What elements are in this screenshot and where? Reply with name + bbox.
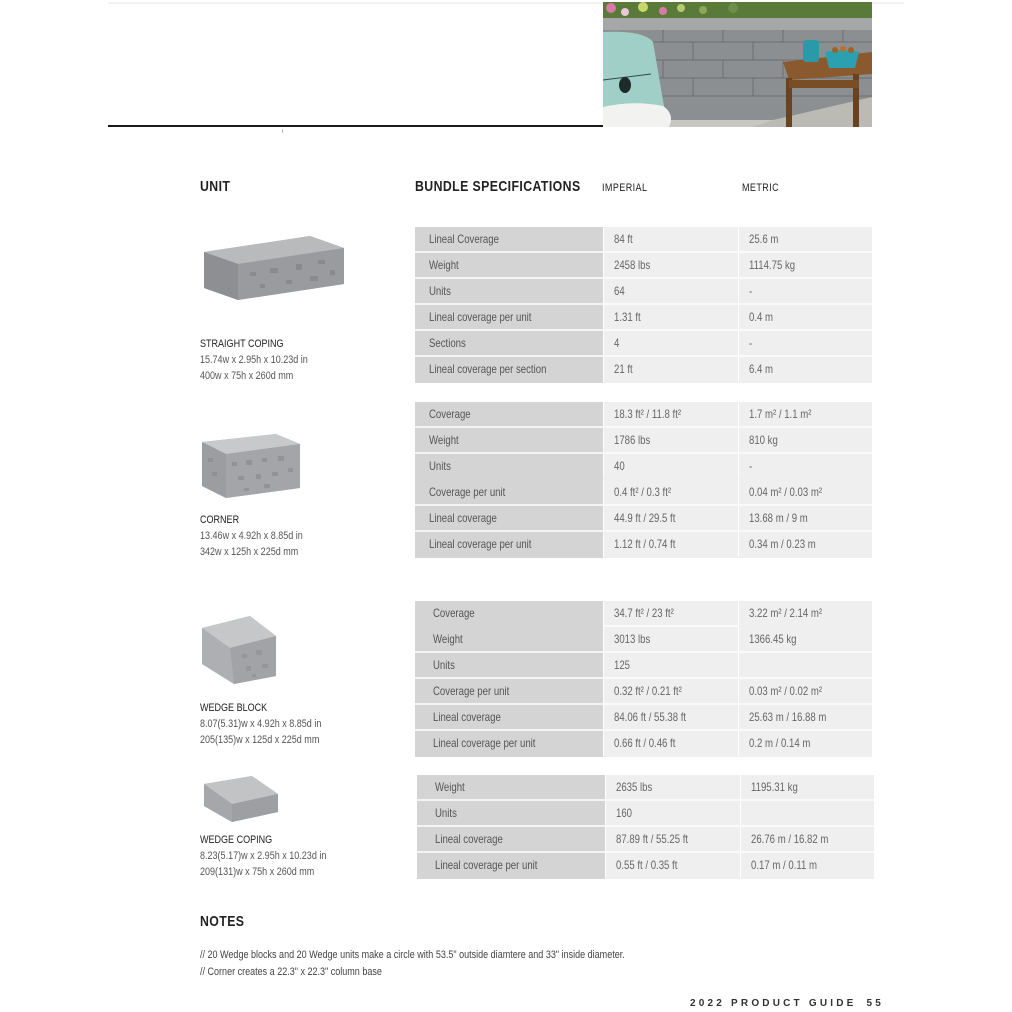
- unit-name: WEDGE BLOCK: [200, 702, 268, 714]
- spec-imperial: 84 ft: [614, 232, 633, 246]
- spec-label: Coverage: [433, 606, 475, 620]
- spec-imperial: 3013 lbs: [614, 632, 651, 646]
- spec-label: Weight: [429, 258, 459, 272]
- column-header-metric: METRIC: [742, 182, 780, 194]
- spec-metric: 25.6 m: [749, 232, 779, 246]
- spec-label: Coverage: [429, 407, 471, 421]
- column-header-unit: UNIT: [200, 178, 231, 195]
- spec-metric: 0.04 m² / 0.03 m²: [749, 485, 823, 499]
- spec-imperial: 1786 lbs: [614, 433, 651, 447]
- page-footer: [690, 998, 884, 1009]
- spec-imperial: 1.31 ft: [614, 310, 641, 324]
- corner-block-image: [200, 432, 302, 500]
- spec-table-straight-coping: [415, 227, 872, 383]
- spec-label: Weight: [429, 433, 459, 447]
- spec-metric: 26.76 m / 16.82 m: [751, 832, 829, 846]
- table-row: [415, 357, 872, 383]
- wedge-block-image: [200, 614, 278, 686]
- spec-label: Lineal coverage per unit: [433, 736, 536, 750]
- header-tick-mark: [282, 129, 283, 133]
- spec-imperial: 84.06 ft / 55.38 ft: [614, 710, 687, 724]
- table-row: [415, 653, 872, 679]
- spec-metric: 3.22 m² / 2.14 m²: [749, 606, 823, 620]
- unit-dimensions-imperial: 13.46w x 4.92h x 8.85d in: [200, 530, 303, 542]
- table-row: [415, 227, 872, 253]
- spec-label: Units: [433, 658, 455, 672]
- spec-label: Lineal Coverage: [429, 232, 499, 246]
- hero-photo: [603, 2, 872, 127]
- footer-guide-title: 2022 PRODUCT GUIDE: [690, 998, 857, 1009]
- header-rule: [108, 125, 604, 127]
- spec-imperial: 0.4 ft² / 0.3 ft²: [614, 485, 672, 499]
- unit-wedge-coping: [200, 772, 280, 826]
- table-row: [415, 454, 872, 480]
- straight-coping-image: [200, 232, 346, 304]
- unit-wedge-block: [200, 614, 278, 686]
- spec-metric: 13.68 m / 9 m: [749, 511, 808, 525]
- spec-label: Sections: [429, 336, 466, 350]
- table-row: [415, 279, 872, 305]
- unit-name: CORNER: [200, 514, 240, 526]
- table-row: [415, 627, 872, 653]
- spec-label: Lineal coverage per unit: [435, 858, 538, 872]
- spec-imperial: 1.12 ft / 0.74 ft: [614, 537, 676, 551]
- unit-dimensions-imperial: 15.74w x 2.95h x 10.23d in: [200, 354, 308, 366]
- spec-metric: 0.17 m / 0.11 m: [751, 858, 817, 872]
- spec-imperial: 125: [614, 658, 631, 672]
- spec-label: Weight: [433, 632, 463, 646]
- spec-metric: 1366.45 kg: [749, 632, 797, 646]
- spec-metric: 1114.75 kg: [749, 258, 796, 272]
- spec-table-wedge-coping: [417, 775, 874, 879]
- unit-dimensions-imperial: 8.07(5.31)w x 4.92h x 8.85d in: [200, 718, 322, 730]
- unit-dimensions-metric: 209(131)w x 75h x 260d mm: [200, 866, 315, 878]
- table-row: [415, 731, 872, 757]
- spec-label: Lineal coverage: [433, 710, 501, 724]
- spec-imperial: 0.66 ft / 0.46 ft: [614, 736, 676, 750]
- spec-imperial: 21 ft: [614, 362, 633, 376]
- table-row: [415, 705, 872, 731]
- note-item: // 20 Wedge blocks and 20 Wedge units make a circle with 53.5" outside diamtere and 33" inside diameter.: [200, 949, 625, 961]
- spec-imperial: 64: [614, 284, 625, 298]
- spec-label: Coverage per unit: [429, 485, 506, 499]
- spec-label: Lineal coverage: [435, 832, 503, 846]
- spec-label: Lineal coverage per unit: [429, 310, 532, 324]
- column-header-imperial: IMPERIAL: [602, 182, 648, 194]
- unit-name: WEDGE COPING: [200, 834, 273, 846]
- table-row: [417, 853, 874, 879]
- spec-label: Units: [429, 284, 451, 298]
- spec-table-wedge-block: [415, 601, 872, 757]
- table-row: [415, 601, 872, 627]
- page-number: 55: [866, 998, 885, 1009]
- spec-label: Lineal coverage per section: [429, 362, 547, 376]
- unit-dimensions-imperial: 8.23(5.17)w x 2.95h x 10.23d in: [200, 850, 327, 862]
- spec-imperial: 87.89 ft / 55.25 ft: [616, 832, 689, 846]
- spec-imperial: 44.9 ft / 29.5 ft: [614, 511, 676, 525]
- spec-label: Coverage per unit: [433, 684, 510, 698]
- spec-label: Lineal coverage: [429, 511, 497, 525]
- spec-imperial: 18.3 ft² / 11.8 ft²: [614, 407, 682, 421]
- table-row: [415, 428, 872, 454]
- spec-label: Lineal coverage per unit: [429, 537, 532, 551]
- spec-imperial: 160: [616, 806, 633, 820]
- spec-imperial: 40: [614, 459, 625, 473]
- spec-metric: 0.34 m / 0.23 m: [749, 537, 816, 551]
- spec-imperial: 2458 lbs: [614, 258, 651, 272]
- unit-straight-coping: [200, 232, 346, 304]
- spec-label: Units: [429, 459, 451, 473]
- unit-name: STRAIGHT COPING: [200, 338, 284, 350]
- spec-label: Weight: [435, 780, 465, 794]
- spec-metric: -: [749, 284, 753, 298]
- spec-metric: 0.03 m² / 0.02 m²: [749, 684, 823, 698]
- spec-imperial: 34.7 ft² / 23 ft²: [614, 606, 674, 620]
- table-row: [415, 402, 872, 428]
- column-header-bundle-specifications: BUNDLE SPECIFICATIONS: [415, 178, 581, 195]
- wedge-coping-image: [200, 772, 280, 826]
- spec-imperial: 4: [614, 336, 620, 350]
- table-row: [417, 827, 874, 853]
- spec-metric: 0.2 m / 0.14 m: [749, 736, 811, 750]
- table-row: [415, 305, 872, 331]
- spec-imperial: 0.32 ft² / 0.21 ft²: [614, 684, 682, 698]
- unit-dimensions-metric: 400w x 75h x 260d mm: [200, 370, 294, 382]
- table-row: [415, 532, 872, 558]
- unit-dimensions-metric: 205(135)w x 125d x 225d mm: [200, 734, 320, 746]
- spec-metric: 0.4 m: [749, 310, 774, 324]
- table-row: [417, 775, 874, 801]
- unit-dimensions-metric: 342w x 125h x 225d mm: [200, 546, 299, 558]
- note-item: // Corner creates a 22.3" x 22.3" column base: [200, 966, 382, 978]
- notes-heading: NOTES: [200, 913, 245, 930]
- spec-metric: 810 kg: [749, 433, 778, 447]
- table-row: [417, 801, 874, 827]
- spec-imperial: 2635 lbs: [616, 780, 653, 794]
- table-row: [415, 506, 872, 532]
- spec-table-corner: [415, 402, 872, 558]
- spec-metric: 6.4 m: [749, 362, 774, 376]
- table-row: [415, 679, 872, 705]
- spec-imperial: 0.55 ft / 0.35 ft: [616, 858, 678, 872]
- spec-metric: 1195.31 kg: [751, 780, 798, 794]
- table-row: [415, 253, 872, 279]
- unit-corner: [200, 432, 302, 500]
- spec-metric: 25.63 m / 16.88 m: [749, 710, 827, 724]
- spec-metric: -: [749, 336, 753, 350]
- patio-wall-image: [603, 2, 872, 127]
- spec-label: Units: [435, 806, 457, 820]
- table-row: [415, 331, 872, 357]
- table-row: [415, 480, 872, 506]
- spec-metric: 1.7 m² / 1.1 m²: [749, 407, 812, 421]
- spec-metric: -: [749, 459, 753, 473]
